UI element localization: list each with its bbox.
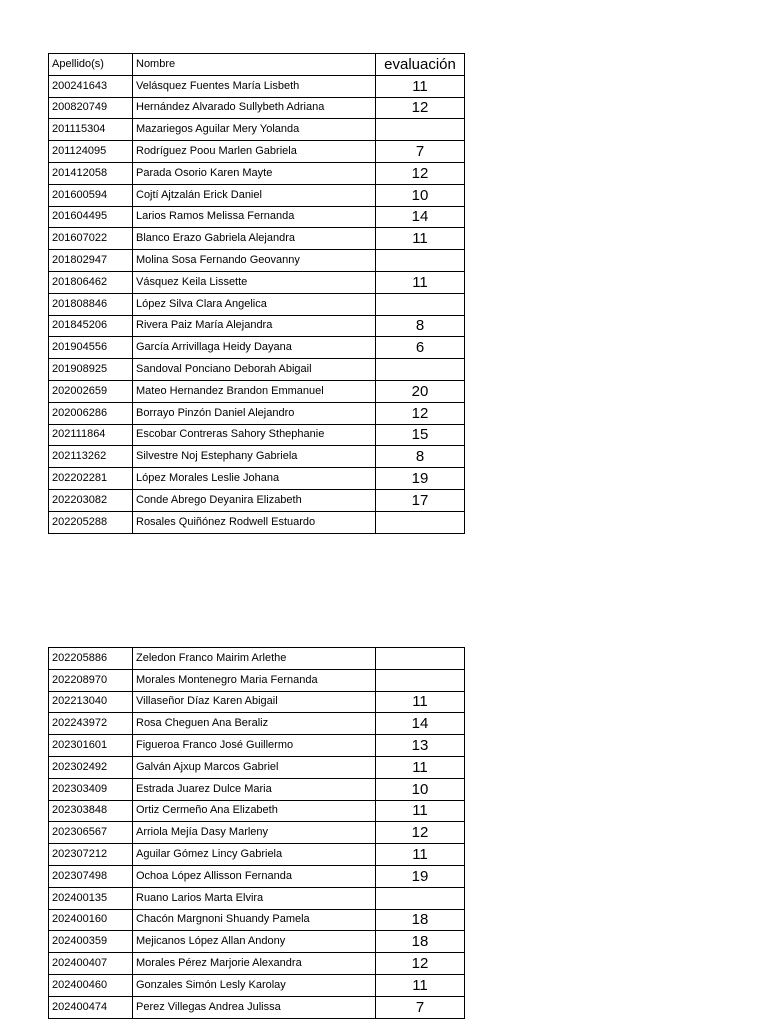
table-row xyxy=(49,996,465,1018)
student-name-cell: Rivera Paiz María Alejandra xyxy=(133,315,376,337)
grade-table-2-body xyxy=(49,648,465,1019)
student-name-cell: Zeledon Franco Mairim Arlethe xyxy=(133,648,376,670)
student-id-cell: 202400474 xyxy=(49,996,133,1018)
table-row xyxy=(49,141,465,163)
table-row xyxy=(49,669,465,691)
evaluation-score-cell: 11 xyxy=(376,75,465,97)
student-name-cell: Mateo Hernandez Brandon Emmanuel xyxy=(133,380,376,402)
student-name-cell: Hernández Alvarado Sullybeth Adriana xyxy=(133,97,376,119)
student-name-cell: Aguilar Gómez Lincy Gabriela xyxy=(133,844,376,866)
header-evaluacion: evaluación xyxy=(376,54,465,76)
student-id-cell: 201604495 xyxy=(49,206,133,228)
evaluation-score-cell: 17 xyxy=(376,489,465,511)
evaluation-score-cell xyxy=(376,250,465,272)
table-row xyxy=(49,887,465,909)
header-nombre: Nombre xyxy=(133,54,376,76)
evaluation-score-cell: 12 xyxy=(376,97,465,119)
evaluation-score-cell xyxy=(376,293,465,315)
student-name-cell: Rodríguez Poou Marlen Gabriela xyxy=(133,141,376,163)
student-name-cell: Gonzales Simón Lesly Karolay xyxy=(133,974,376,996)
table-row xyxy=(49,865,465,887)
student-name-cell: Ruano Larios Marta Elvira xyxy=(133,887,376,909)
table-row xyxy=(49,511,465,533)
student-id-cell: 202302492 xyxy=(49,756,133,778)
student-id-cell: 202208970 xyxy=(49,669,133,691)
student-id-cell: 202306567 xyxy=(49,822,133,844)
student-id-cell: 202113262 xyxy=(49,446,133,468)
student-id-cell: 201412058 xyxy=(49,162,133,184)
table-row xyxy=(49,402,465,424)
evaluation-score-cell: 12 xyxy=(376,162,465,184)
student-name-cell: Escobar Contreras Sahory Sthephanie xyxy=(133,424,376,446)
evaluation-score-cell: 8 xyxy=(376,446,465,468)
table-row xyxy=(49,468,465,490)
student-name-cell: Velásquez Fuentes María Lisbeth xyxy=(133,75,376,97)
evaluation-score-cell: 15 xyxy=(376,424,465,446)
evaluation-score-cell: 7 xyxy=(376,141,465,163)
table-row xyxy=(49,822,465,844)
student-id-cell: 202203082 xyxy=(49,489,133,511)
student-name-cell: Mejicanos López Allan Andony xyxy=(133,931,376,953)
student-name-cell: Vásquez Keila Lissette xyxy=(133,271,376,293)
evaluation-score-cell xyxy=(376,648,465,670)
table-row xyxy=(49,293,465,315)
evaluation-score-cell: 11 xyxy=(376,800,465,822)
evaluation-score-cell: 11 xyxy=(376,844,465,866)
student-id-cell: 201904556 xyxy=(49,337,133,359)
student-id-cell: 201806462 xyxy=(49,271,133,293)
evaluation-score-cell: 11 xyxy=(376,271,465,293)
student-id-cell: 201607022 xyxy=(49,228,133,250)
evaluation-score-cell: 12 xyxy=(376,402,465,424)
table-row xyxy=(49,206,465,228)
evaluation-score-cell: 13 xyxy=(376,735,465,757)
table-row xyxy=(49,489,465,511)
table-row xyxy=(49,446,465,468)
student-id-cell: 201802947 xyxy=(49,250,133,272)
student-name-cell: Larios Ramos Melissa Fernanda xyxy=(133,206,376,228)
evaluation-score-cell: 10 xyxy=(376,778,465,800)
evaluation-score-cell: 11 xyxy=(376,228,465,250)
student-id-cell: 202002659 xyxy=(49,380,133,402)
table-row xyxy=(49,735,465,757)
student-id-cell: 201600594 xyxy=(49,184,133,206)
evaluation-score-cell: 19 xyxy=(376,865,465,887)
student-name-cell: Estrada Juarez Dulce Maria xyxy=(133,778,376,800)
student-id-cell: 202301601 xyxy=(49,735,133,757)
table-row xyxy=(49,162,465,184)
evaluation-score-cell xyxy=(376,359,465,381)
table-row xyxy=(49,359,465,381)
evaluation-score-cell: 11 xyxy=(376,974,465,996)
student-name-cell: Borrayo Pinzón Daniel Alejandro xyxy=(133,402,376,424)
student-id-cell: 201115304 xyxy=(49,119,133,141)
student-id-cell: 202400460 xyxy=(49,974,133,996)
student-name-cell: Sandoval Ponciano Deborah Abigail xyxy=(133,359,376,381)
header-apellidos: Apellido(s) xyxy=(49,54,133,76)
student-name-cell: Rosa Cheguen Ana Beraliz xyxy=(133,713,376,735)
table-row xyxy=(49,713,465,735)
student-id-cell: 201845206 xyxy=(49,315,133,337)
student-name-cell: Rosales Quiñónez Rodwell Estuardo xyxy=(133,511,376,533)
student-id-cell: 202307212 xyxy=(49,844,133,866)
student-name-cell: Morales Montenegro Maria Fernanda xyxy=(133,669,376,691)
student-name-cell: Perez Villegas Andrea Julissa xyxy=(133,996,376,1018)
table-row xyxy=(49,228,465,250)
table-row xyxy=(49,974,465,996)
evaluation-score-cell: 20 xyxy=(376,380,465,402)
evaluation-score-cell xyxy=(376,669,465,691)
student-name-cell: Galván Ajxup Marcos Gabriel xyxy=(133,756,376,778)
student-id-cell: 202400135 xyxy=(49,887,133,909)
student-name-cell: Arriola Mejía Dasy Marleny xyxy=(133,822,376,844)
table-row xyxy=(49,75,465,97)
table-row xyxy=(49,778,465,800)
grade-table-2 xyxy=(48,647,465,1019)
table-row xyxy=(49,909,465,931)
evaluation-score-cell: 10 xyxy=(376,184,465,206)
student-name-cell: Blanco Erazo Gabriela Alejandra xyxy=(133,228,376,250)
student-id-cell: 200820749 xyxy=(49,97,133,119)
table-row xyxy=(49,380,465,402)
table-row xyxy=(49,691,465,713)
table-row xyxy=(49,271,465,293)
table-row xyxy=(49,953,465,975)
evaluation-score-cell xyxy=(376,119,465,141)
evaluation-score-cell: 19 xyxy=(376,468,465,490)
evaluation-score-cell: 8 xyxy=(376,315,465,337)
student-name-cell: López Morales Leslie Johana xyxy=(133,468,376,490)
student-name-cell: Morales Pérez Marjorie Alexandra xyxy=(133,953,376,975)
student-name-cell: Cojtí Ajtzalán Erick Daniel xyxy=(133,184,376,206)
evaluation-score-cell: 18 xyxy=(376,931,465,953)
evaluation-score-cell: 12 xyxy=(376,822,465,844)
table-row xyxy=(49,648,465,670)
student-name-cell: Parada Osorio Karen Mayte xyxy=(133,162,376,184)
evaluation-score-cell: 7 xyxy=(376,996,465,1018)
student-id-cell: 202205288 xyxy=(49,511,133,533)
student-name-cell: López Silva Clara Angelica xyxy=(133,293,376,315)
student-id-cell: 202213040 xyxy=(49,691,133,713)
table-row xyxy=(49,315,465,337)
student-name-cell: Chacón Margnoni Shuandy Pamela xyxy=(133,909,376,931)
student-name-cell: Villaseñor Díaz Karen Abigail xyxy=(133,691,376,713)
grade-table-1 xyxy=(48,53,465,534)
student-id-cell: 202202281 xyxy=(49,468,133,490)
evaluation-score-cell: 6 xyxy=(376,337,465,359)
student-id-cell: 202307498 xyxy=(49,865,133,887)
student-id-cell: 202303848 xyxy=(49,800,133,822)
student-name-cell: Silvestre Noj Estephany Gabriela xyxy=(133,446,376,468)
student-name-cell: Mazariegos Aguilar Mery Yolanda xyxy=(133,119,376,141)
student-id-cell: 202400160 xyxy=(49,909,133,931)
student-id-cell: 201124095 xyxy=(49,141,133,163)
student-name-cell: Ortiz Cermeño Ana Elizabeth xyxy=(133,800,376,822)
table-row xyxy=(49,844,465,866)
student-id-cell: 202006286 xyxy=(49,402,133,424)
table-row xyxy=(49,800,465,822)
table-row xyxy=(49,756,465,778)
student-name-cell: Molina Sosa Fernando Geovanny xyxy=(133,250,376,272)
student-name-cell: García Arrivillaga Heidy Dayana xyxy=(133,337,376,359)
student-id-cell: 201808846 xyxy=(49,293,133,315)
evaluation-score-cell: 11 xyxy=(376,691,465,713)
evaluation-score-cell xyxy=(376,887,465,909)
student-id-cell: 202303409 xyxy=(49,778,133,800)
grade-table-1-body xyxy=(49,54,465,534)
evaluation-score-cell: 11 xyxy=(376,756,465,778)
evaluation-score-cell: 14 xyxy=(376,206,465,228)
table-row xyxy=(49,97,465,119)
table-row xyxy=(49,119,465,141)
table-row xyxy=(49,424,465,446)
student-id-cell: 201908925 xyxy=(49,359,133,381)
table-row xyxy=(49,250,465,272)
student-id-cell: 202400407 xyxy=(49,953,133,975)
evaluation-score-cell xyxy=(376,511,465,533)
table-row xyxy=(49,931,465,953)
student-name-cell: Conde Abrego Deyanira Elizabeth xyxy=(133,489,376,511)
header-row xyxy=(49,54,465,76)
student-name-cell: Ochoa López Allisson Fernanda xyxy=(133,865,376,887)
evaluation-score-cell: 12 xyxy=(376,953,465,975)
student-id-cell: 202400359 xyxy=(49,931,133,953)
table-row xyxy=(49,184,465,206)
table-row xyxy=(49,337,465,359)
student-id-cell: 200241643 xyxy=(49,75,133,97)
evaluation-score-cell: 18 xyxy=(376,909,465,931)
student-id-cell: 202243972 xyxy=(49,713,133,735)
student-name-cell: Figueroa Franco José Guillermo xyxy=(133,735,376,757)
student-id-cell: 202111864 xyxy=(49,424,133,446)
evaluation-score-cell: 14 xyxy=(376,713,465,735)
student-id-cell: 202205886 xyxy=(49,648,133,670)
